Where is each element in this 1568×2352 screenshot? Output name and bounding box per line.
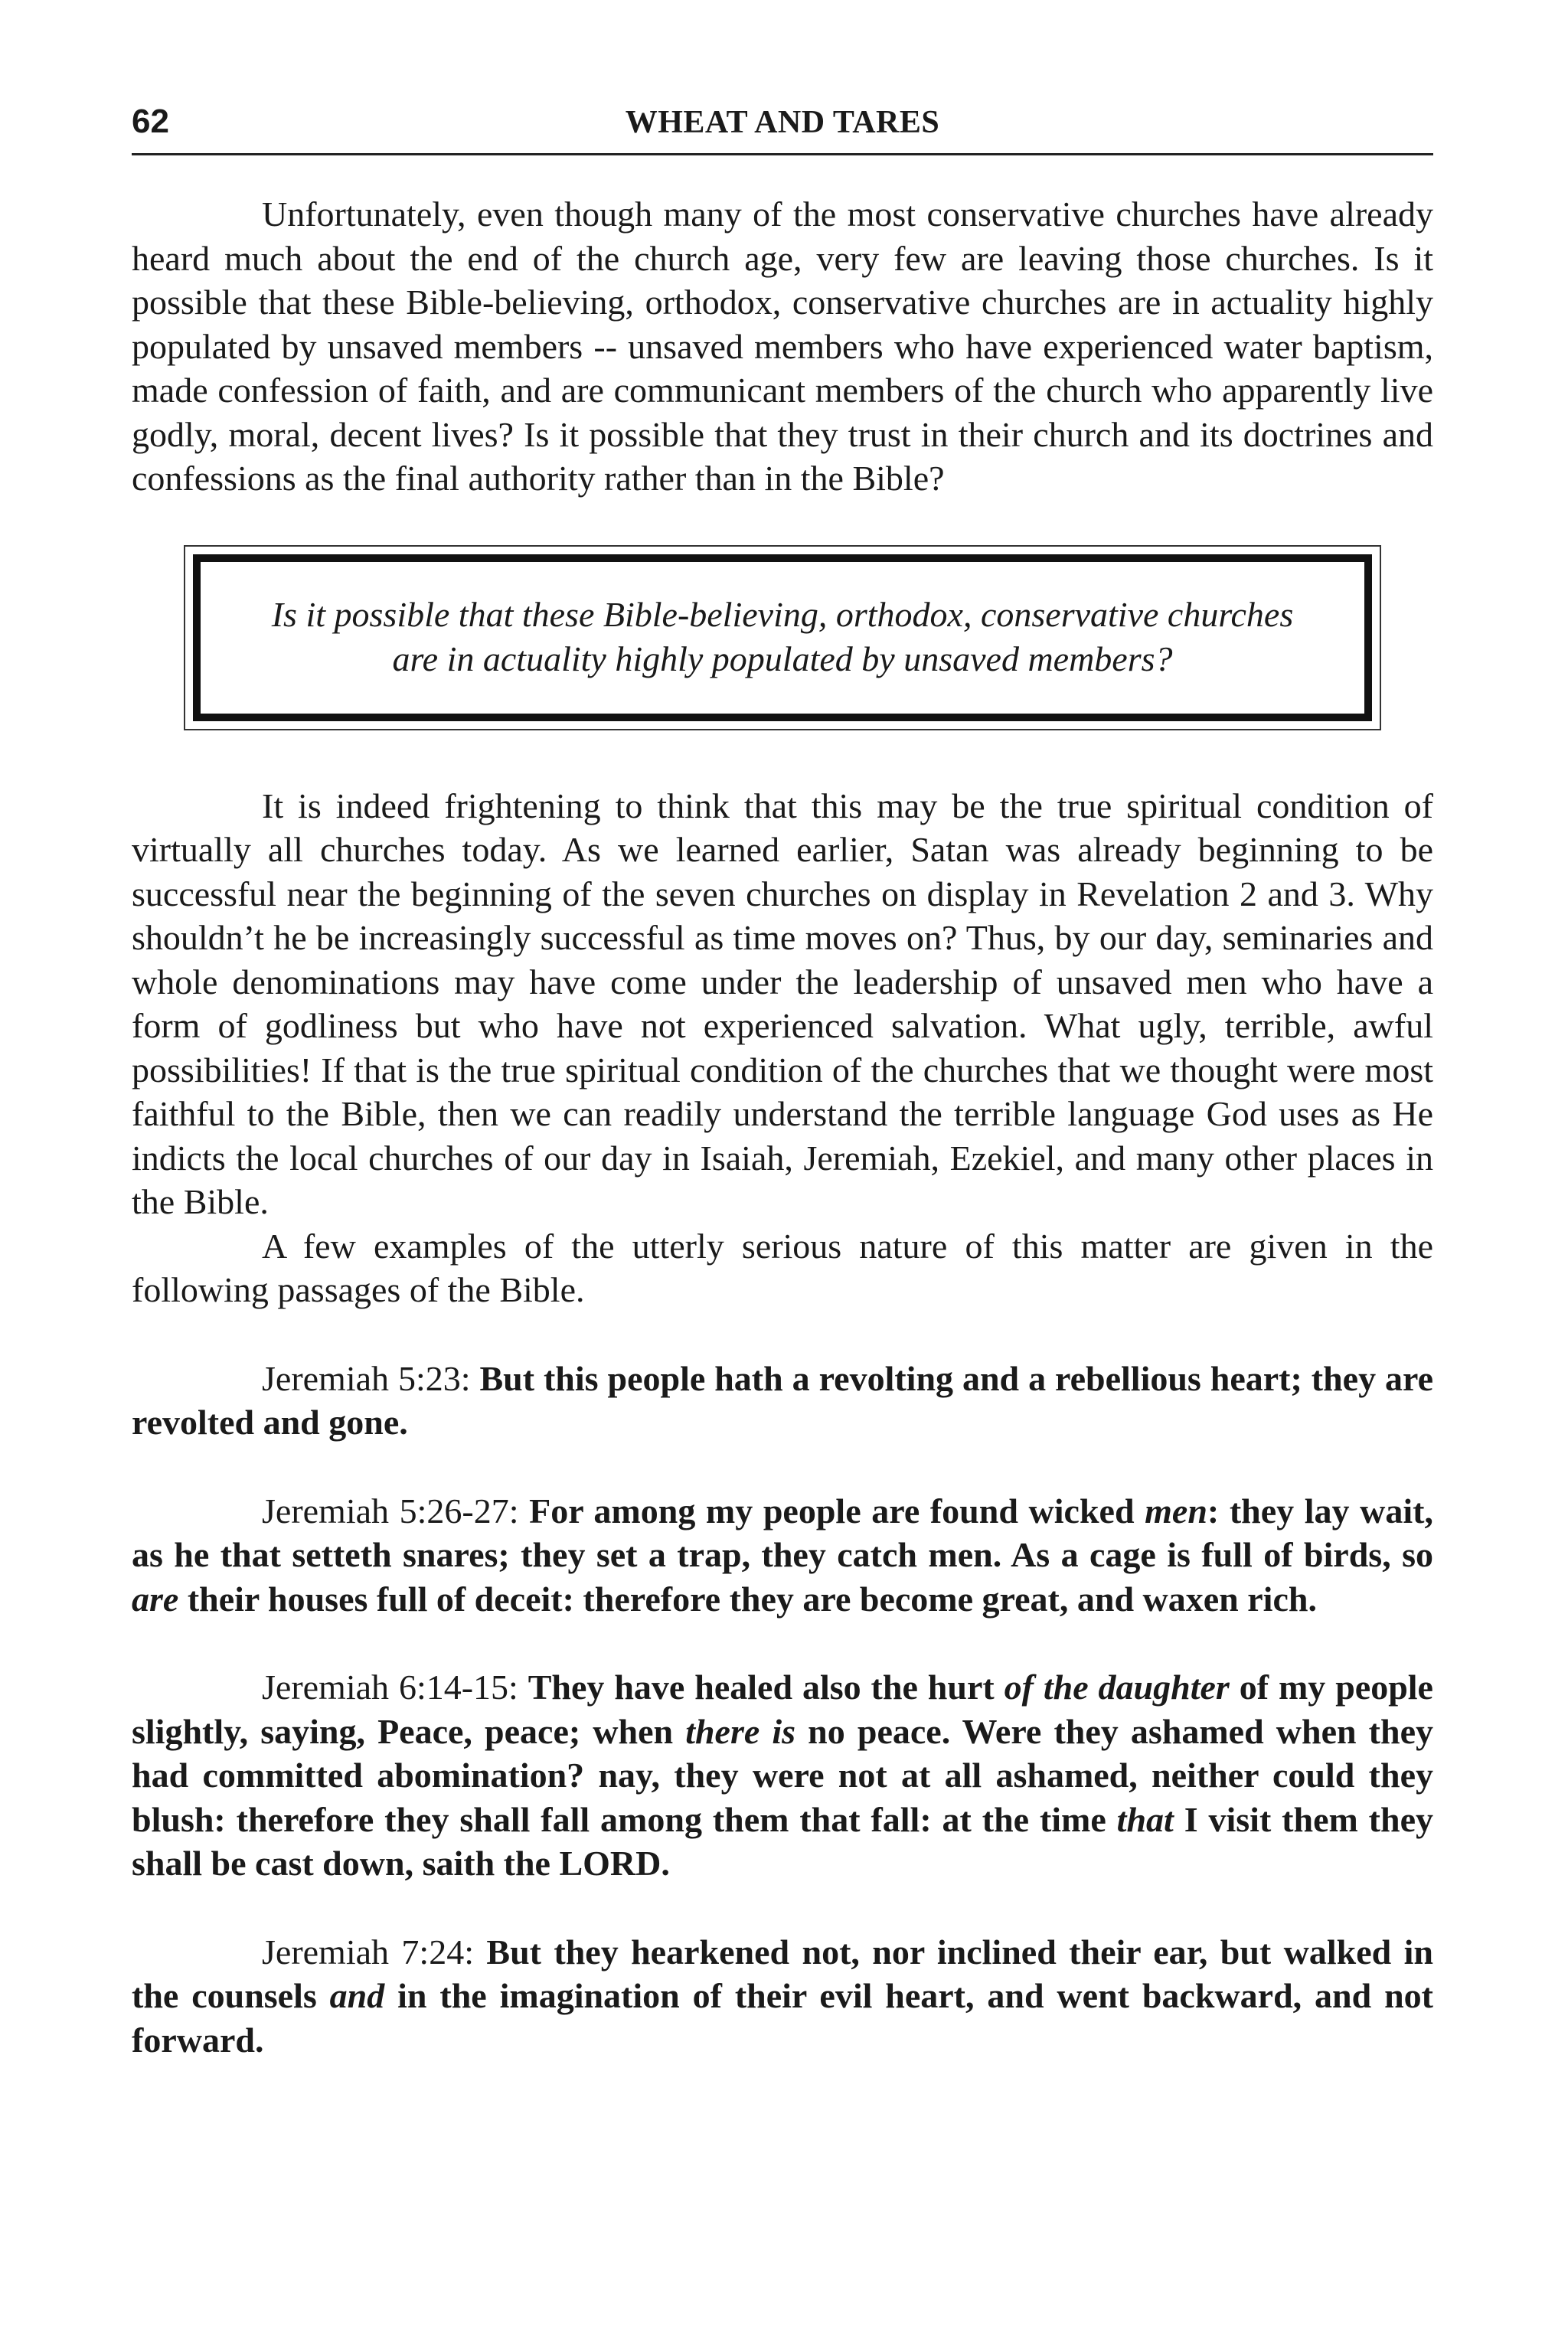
verse-italic-word: are [132, 1579, 179, 1619]
verse-jeremiah-5-23 [132, 1357, 1433, 1445]
verse-text: They have healed also the hurt [528, 1668, 1004, 1707]
verse-italic-word: that [1116, 1799, 1174, 1839]
page-number: 62 [132, 103, 169, 140]
verse-reference: Jeremiah 5:26-27: [262, 1491, 530, 1530]
paragraph-examples: A few examples of the utterly serious nature of this matter are given in the following passages of the Bible. [132, 1226, 1433, 1309]
pull-quote-inner [193, 554, 1372, 721]
paragraph-condition: It is indeed frightening to think that this may be the true spiritual condition of virtually all churches today. As we learned earlier, Satan was already beginning to be successful near the beginning of the seven churches on display in Revelation 2 and 3. Why shouldn’t he be increasingly successful as time moves on? Thus, by our day, seminaries and whole denominations may have come under the leadership of unsaved men who have a form of godliness but who have not experienced salvation. What ugly, terrible, awful possibilities! If that is the true spiritual condition of the churches that we thought were most faithful to the Bible, then we can readily understand the terrible language God uses as He indicts the local churches of our day in Isaiah, Jeremiah, Ezekiel, and many other places in the Bible. [132, 786, 1433, 1221]
page-header [132, 92, 1433, 155]
verse-text: For among my people are found wicked [529, 1491, 1145, 1530]
verse-text: no peace. Were they ashamed when they had committed abomination? nay, they were not at all ashamed, neither could they blush: therefore they shall fall among them that fall: at the time [132, 1711, 1433, 1839]
running-title: WHEAT AND TARES [625, 105, 940, 140]
verse-text: But this people hath a revolting and a rebellious heart; they are revolted and gone. [132, 1358, 1434, 1442]
pull-quote-box [184, 545, 1381, 730]
pull-quote-text: Is it possible that these Bible-believing, orthodox, conservative churches are in actuality highly populated by unsaved members? [271, 594, 1294, 678]
verse-text: their houses full of deceit: therefore they are become great, and waxen rich. [178, 1579, 1317, 1619]
verse-text: : they lay wait, as he that setteth snares; they set a trap, they catch men. As a cage is full of birds, so [132, 1491, 1433, 1574]
paragraph-intro: Unfortunately, even though many of the most conservative churches have already heard much about the end of the church age, very few are leaving those churches. Is it possible that these Bible-believing, orthodox, conservative churches are in actuality highly populated by unsaved members -- unsaved members who have experienced water baptism, made confession of faith, and are communicant members of the church who apparently live godly, moral, decent lives? Is it possible that they trust in their church and its doctrines and confessions as the final authority rather than in the Bible? [132, 194, 1433, 498]
verse-text: But they hearkened not, nor inclined their ear, but walked in the counsels [132, 1932, 1433, 2015]
verse-text: of my people slightly, saying, Peace, peace; when [132, 1668, 1433, 1751]
verse-text: in the imagination of their evil heart, and went backward, and not forward. [132, 1976, 1433, 2060]
verse-jeremiah-6-14-15 [132, 1665, 1433, 1886]
verse-jeremiah-5-26-27 [132, 1489, 1433, 1622]
book-page [132, 92, 1433, 2062]
verse-italic-word: of the daughter [1004, 1668, 1230, 1707]
verse-italic-word: men [1145, 1491, 1207, 1530]
verse-text: I visit them they shall be cast down, saith the LORD. [132, 1799, 1433, 1883]
verse-italic-word: there is [685, 1711, 796, 1751]
verse-reference: Jeremiah 5:23: [262, 1358, 480, 1398]
verse-reference: Jeremiah 6:14-15: [262, 1668, 528, 1707]
verse-italic-word: and [329, 1976, 385, 2015]
verse-jeremiah-7-24 [132, 1930, 1433, 2063]
verse-reference: Jeremiah 7:24: [262, 1932, 487, 1971]
